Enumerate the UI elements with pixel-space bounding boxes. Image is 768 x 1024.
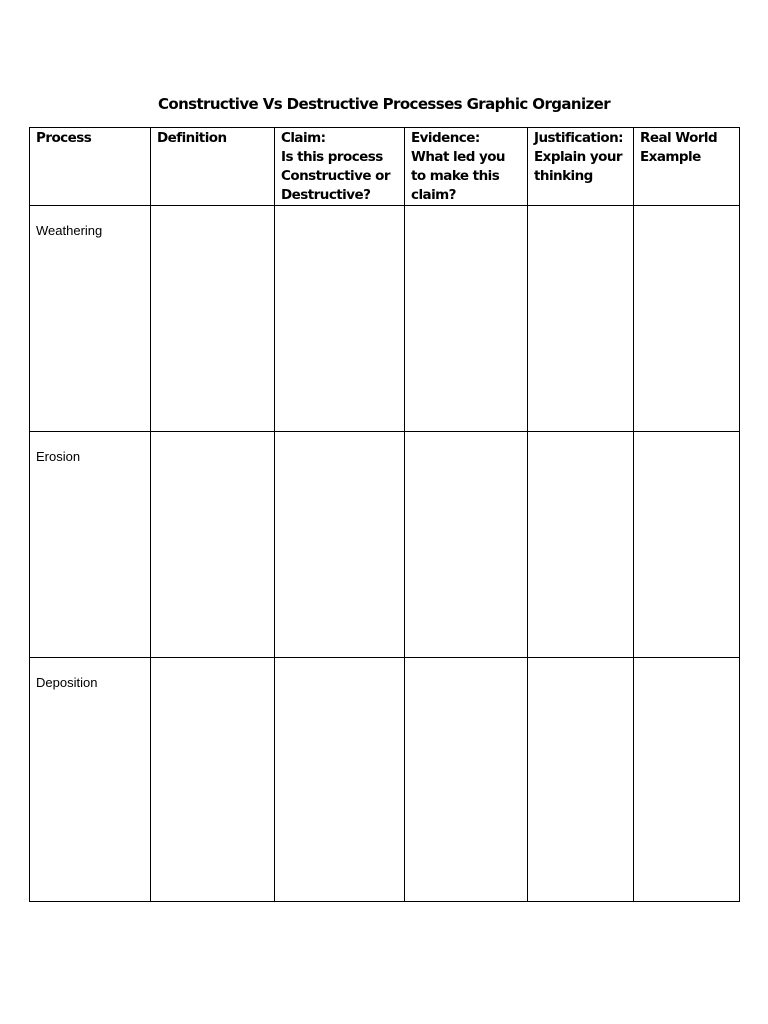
definition-cell[interactable] bbox=[151, 658, 275, 902]
header-real-world-example: Real World Example bbox=[634, 128, 740, 206]
header-definition: Definition bbox=[151, 128, 275, 206]
real-world-example-cell[interactable] bbox=[634, 206, 740, 432]
table-row bbox=[30, 658, 740, 902]
header-claim: Claim: Is this process Constructive or Destructive? bbox=[275, 128, 405, 206]
graphic-organizer-table bbox=[29, 127, 740, 902]
justification-cell[interactable] bbox=[528, 206, 634, 432]
definition-cell[interactable] bbox=[151, 432, 275, 658]
definition-cell[interactable] bbox=[151, 206, 275, 432]
process-cell-erosion: Erosion bbox=[30, 432, 151, 658]
evidence-cell[interactable] bbox=[405, 432, 528, 658]
real-world-example-cell[interactable] bbox=[634, 658, 740, 902]
process-cell-deposition: Deposition bbox=[30, 658, 151, 902]
document-title: Constructive Vs Destructive Processes Graphic Organizer bbox=[157, 95, 611, 113]
justification-cell[interactable] bbox=[528, 658, 634, 902]
table-row bbox=[30, 432, 740, 658]
header-justification: Justification: Explain your thinking bbox=[528, 128, 634, 206]
evidence-cell[interactable] bbox=[405, 658, 528, 902]
real-world-example-cell[interactable] bbox=[634, 432, 740, 658]
claim-cell[interactable] bbox=[275, 658, 405, 902]
claim-cell[interactable] bbox=[275, 206, 405, 432]
justification-cell[interactable] bbox=[528, 432, 634, 658]
evidence-cell[interactable] bbox=[405, 206, 528, 432]
table-row bbox=[30, 206, 740, 432]
header-process: Process bbox=[30, 128, 151, 206]
header-row bbox=[30, 128, 740, 206]
header-evidence: Evidence: What led you to make this claim? bbox=[405, 128, 528, 206]
claim-cell[interactable] bbox=[275, 432, 405, 658]
process-cell-weathering: Weathering bbox=[30, 206, 151, 432]
